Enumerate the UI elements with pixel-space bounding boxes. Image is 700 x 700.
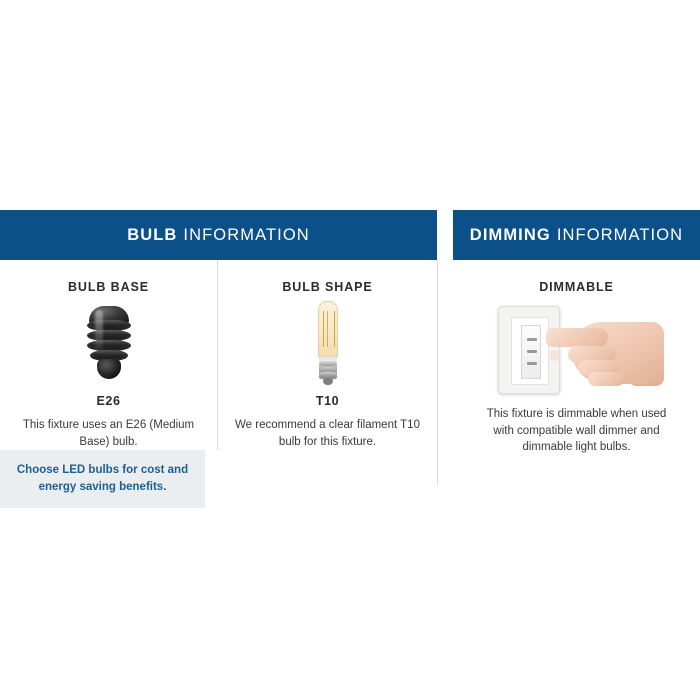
bulb-shape-title: BULB SHAPE <box>282 280 373 294</box>
dimming-header-bold-text: DIMMING <box>469 225 551 244</box>
bulb-base-column <box>0 260 218 450</box>
dimmable-column <box>453 260 700 456</box>
bulb-information-panel <box>0 210 437 493</box>
dimmable-title: DIMMABLE <box>539 280 614 294</box>
bulb-shape-description: We recommend a clear filament T10 bulb for this fixture. <box>235 419 420 448</box>
bulb-columns <box>0 260 437 450</box>
bulb-shape-column <box>218 260 437 450</box>
bulb-base-description: This fixture uses an E26 (Medium Base) bulb. <box>22 419 195 448</box>
panel-divider <box>437 260 438 485</box>
bulb-base-title: BULB BASE <box>67 280 150 294</box>
bulb-header-light-text: INFORMATION <box>183 225 310 244</box>
bulb-base-artwork <box>0 300 217 388</box>
dimming-information-panel <box>453 210 700 456</box>
bulb-shape-artwork <box>218 300 437 388</box>
bulb-shape-name: T10 <box>315 394 340 408</box>
bulb-information-header <box>0 210 437 260</box>
t10-filament-bulb-icon <box>309 301 347 387</box>
dimming-header-light-text: INFORMATION <box>556 225 684 244</box>
led-tip-callout: Choose LED bulbs for cost and energy saving benefits. <box>0 450 205 508</box>
lamp-base-e26-icon <box>81 306 137 382</box>
dimming-information-header <box>453 210 700 260</box>
wall-dimmer-switch-hand-icon <box>492 302 662 398</box>
dimmable-artwork <box>453 300 700 400</box>
bulb-base-name: E26 <box>96 394 121 408</box>
bulb-header-bold-text: BULB <box>127 225 178 244</box>
dimmable-description: This fixture is dimmable when used with compatible wall dimmer and dimmable light bulbs. <box>486 408 667 454</box>
